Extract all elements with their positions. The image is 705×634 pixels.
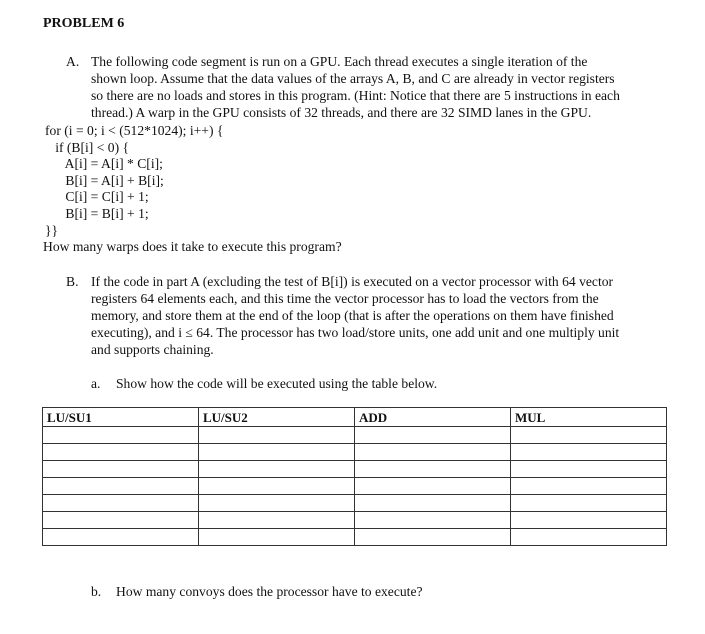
code-line: A[i] = A[i] * C[i];	[45, 156, 163, 172]
header-lusu2: LU/SU2	[199, 408, 355, 427]
table-cell[interactable]	[199, 427, 355, 444]
part-b-line: executing), and i ≤ 64. The processor has two load/store units, one add unit and one multiply unit	[91, 325, 620, 340]
table-cell[interactable]	[199, 512, 355, 529]
table-cell[interactable]	[199, 478, 355, 495]
sub-a-text: Show how the code will be executed using the table below.	[116, 376, 438, 391]
table-cell[interactable]	[43, 512, 199, 529]
code-line: for (i = 0; i < (512*1024); i++) {	[45, 123, 224, 138]
table-cell[interactable]	[43, 529, 199, 546]
part-b-text	[91, 273, 676, 358]
table-row	[43, 444, 667, 461]
table-row	[43, 478, 667, 495]
table-cell[interactable]	[355, 495, 511, 512]
part-b-line: and supports chaining.	[91, 342, 214, 357]
header-mul: MUL	[511, 408, 667, 427]
part-a-line: shown loop. Assume that the data values of the arrays A, B, and C are already in vector registers	[91, 71, 615, 86]
sub-b-letter: b.	[91, 584, 102, 599]
table-cell[interactable]	[43, 495, 199, 512]
part-a-question: How many warps does it take to execute this program?	[43, 239, 342, 254]
table-cell[interactable]	[199, 495, 355, 512]
part-a-line: The following code segment is run on a GPU. Each thread executes a single iteration of the	[91, 54, 588, 69]
table-cell[interactable]	[355, 444, 511, 461]
part-a-text	[91, 53, 676, 121]
table-row	[43, 512, 667, 529]
table-cell[interactable]	[355, 427, 511, 444]
problem-title: PROBLEM 6	[43, 16, 125, 31]
table-cell[interactable]	[199, 444, 355, 461]
part-b-letter: B.	[66, 274, 79, 289]
table-cell[interactable]	[355, 529, 511, 546]
table-row	[43, 427, 667, 444]
header-add: ADD	[355, 408, 511, 427]
part-b-line: memory, and store them at the end of the loop (that is after the operations on them have finished	[91, 308, 614, 323]
table-cell[interactable]	[43, 427, 199, 444]
header-lusu1: LU/SU1	[43, 408, 199, 427]
table-cell[interactable]	[43, 461, 199, 478]
table-cell[interactable]	[511, 427, 667, 444]
table-cell[interactable]	[199, 461, 355, 478]
table-header-row	[43, 408, 667, 427]
sub-a-letter: a.	[91, 376, 101, 391]
part-a-letter: A.	[66, 54, 80, 69]
table-cell[interactable]	[199, 529, 355, 546]
table-row	[43, 461, 667, 478]
table-row	[43, 529, 667, 546]
table-cell[interactable]	[511, 512, 667, 529]
table-cell[interactable]	[511, 444, 667, 461]
part-b-line: registers 64 elements each, and this time the vector processor has to load the vectors from the	[91, 291, 599, 306]
part-a-line: thread.) A warp in the GPU consists of 32 threads, and there are 32 SIMD lanes in the GPU.	[91, 105, 592, 120]
code-block	[45, 122, 223, 238]
table-row	[43, 495, 667, 512]
table-cell[interactable]	[43, 478, 199, 495]
part-b-line: If the code in part A (excluding the test of B[i]) is executed on a vector processor with 64 vector	[91, 274, 614, 289]
table-cell[interactable]	[511, 529, 667, 546]
convoy-table	[42, 407, 667, 546]
code-line: C[i] = C[i] + 1;	[45, 189, 149, 205]
code-line: }}	[45, 222, 59, 238]
table-cell[interactable]	[511, 478, 667, 495]
part-a-line: so there are no loads and stores in this program. (Hint: Notice that there are 5 instructions in each	[91, 88, 620, 103]
table-cell[interactable]	[511, 461, 667, 478]
sub-b-text: How many convoys does the processor have to execute?	[116, 584, 423, 599]
table-cell[interactable]	[43, 444, 199, 461]
table-cell[interactable]	[355, 512, 511, 529]
table-cell[interactable]	[355, 478, 511, 495]
code-line: if (B[i] < 0) {	[45, 139, 130, 155]
code-line: B[i] = B[i] + 1;	[45, 205, 149, 221]
table-cell[interactable]	[511, 495, 667, 512]
code-line: B[i] = A[i] + B[i];	[45, 172, 164, 188]
table-cell[interactable]	[355, 461, 511, 478]
